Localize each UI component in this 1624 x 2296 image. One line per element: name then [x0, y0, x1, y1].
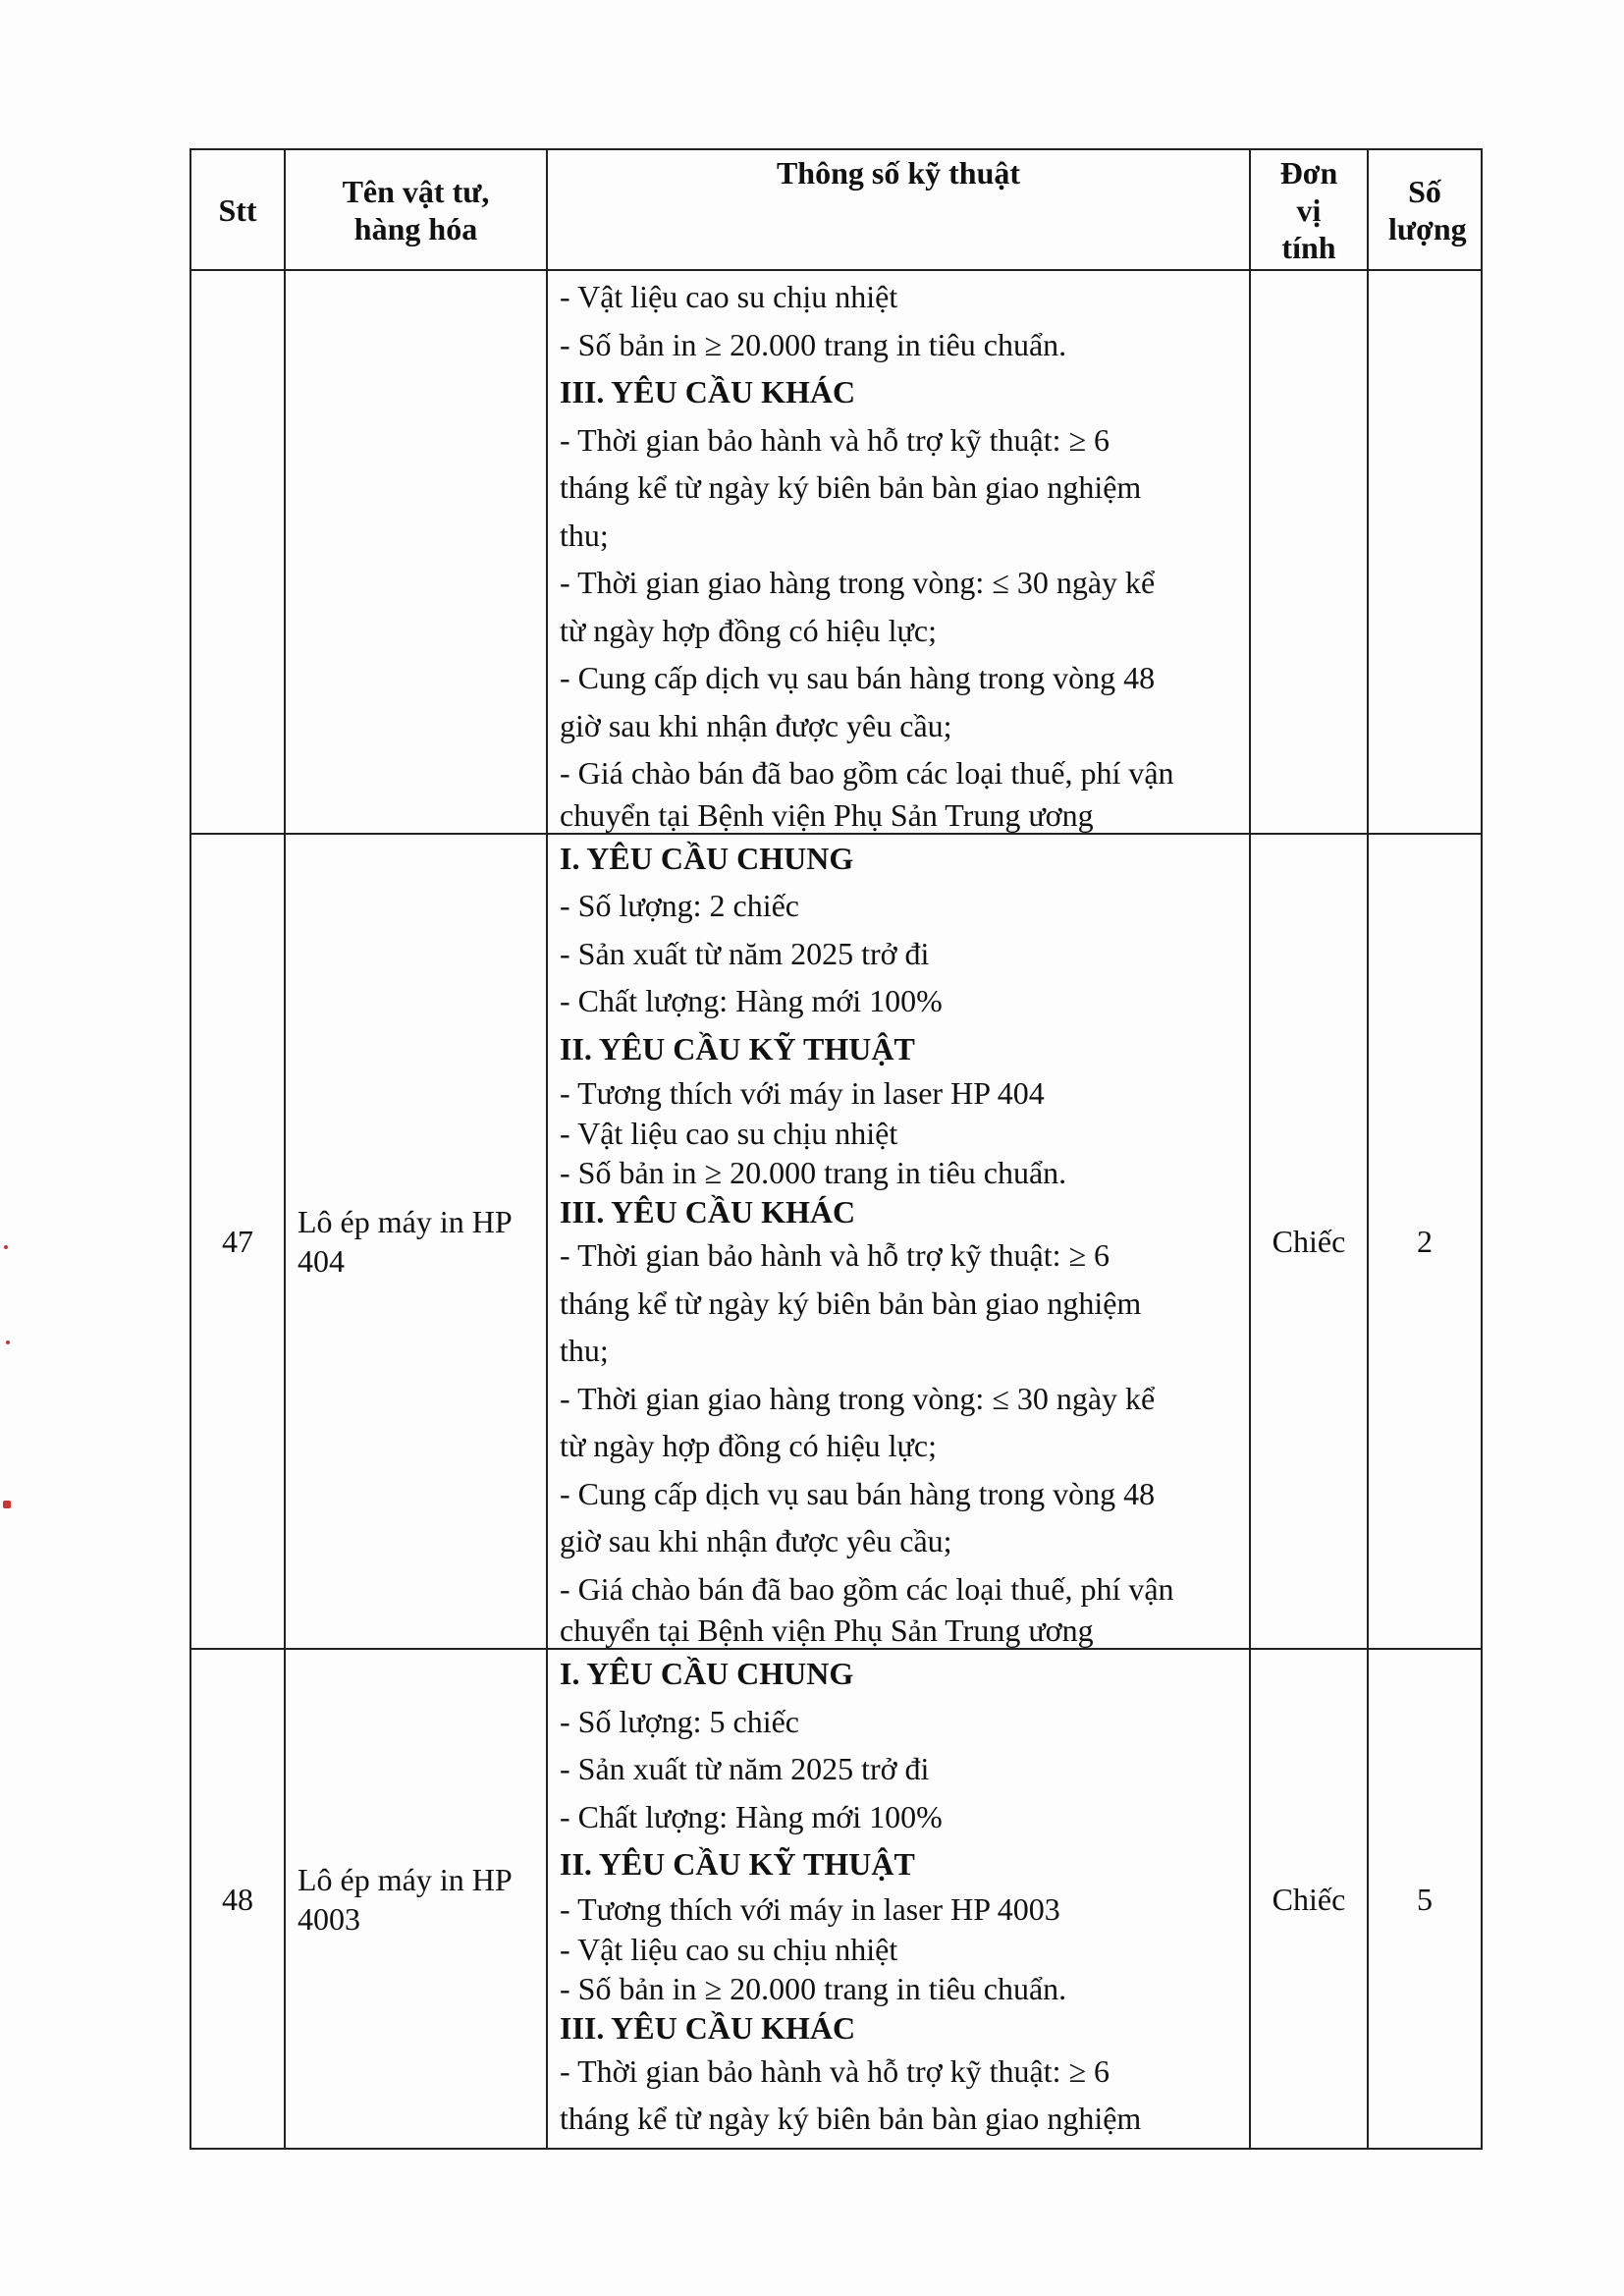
row47-specs-cell — [547, 834, 1250, 1650]
spec-line: từ ngày hợp đồng có hiệu lực; — [560, 612, 937, 648]
spec-line: - Giá chào bán đã bao gồm các loại thuế, phí vận — [560, 755, 1174, 791]
spec-line: - Sản xuất từ năm 2025 trở đi — [560, 1751, 930, 1786]
spec-line: tháng kể từ ngày ký biên bản bàn giao nghiệm — [560, 2101, 1142, 2136]
spec-line: giờ sau khi nhận được yêu cầu; — [560, 707, 952, 743]
spec-line: - Số bản in ≥ 20.000 trang in tiêu chuẩn. — [560, 1970, 1067, 2006]
row47-name: Lô ép máy in HP 404 — [285, 834, 547, 1650]
cont-stt-cell — [190, 270, 285, 834]
spec-line: - Thời gian giao hàng trong vòng: ≤ 30 ngày kể — [560, 1380, 1156, 1416]
spec-line: giờ sau khi nhận được yêu cầu; — [560, 1523, 952, 1558]
seal-mark-dot — [3, 1501, 11, 1508]
spec-line: - Số lượng: 5 chiếc — [560, 1703, 799, 1739]
table-row-continuation — [190, 270, 1482, 834]
spec-line: - Số bản in ≥ 20.000 trang in tiêu chuẩn. — [560, 326, 1067, 362]
spec-line: - Số lượng: 2 chiếc — [560, 888, 799, 923]
spec-line: - Chất lượng: Hàng mới 100% — [560, 1798, 943, 1834]
spec-line: - Giá chào bán đã bao gồm các loại thuế, phí vận — [560, 1570, 1174, 1607]
row47-unit: Chiếc — [1250, 834, 1368, 1650]
spec-section-heading: III. YÊU CẦU KHÁC — [560, 1194, 856, 1230]
spec-table — [189, 148, 1483, 2150]
table-row-48 — [190, 1649, 1482, 2149]
spec-section-heading: III. YÊU CẦU KHÁC — [560, 374, 856, 410]
spec-line: - Thời gian giao hàng trong vòng: ≤ 30 ngày kể — [560, 565, 1156, 600]
spec-line: - Số bản in ≥ 20.000 trang in tiêu chuẩn. — [560, 1155, 1067, 1190]
spec-section-heading: II. YÊU CẦU KỸ THUẬT — [560, 1846, 915, 1882]
cont-qty-cell — [1368, 270, 1482, 834]
cont-specs-cell — [547, 270, 1250, 834]
spec-section-heading: III. YÊU CẦU KHÁC — [560, 2009, 856, 2046]
spec-line: chuyển tại Bệnh viện Phụ Sản Trung ương — [560, 796, 1094, 833]
header-name: Tên vật tư, hàng hóa — [285, 149, 547, 270]
spec-line: - Tương thích với máy in laser HP 4003 — [560, 1890, 1060, 1927]
spec-line: - Cung cấp dịch vụ sau bán hàng trong vòng 48 — [560, 1475, 1156, 1511]
spec-line: tháng kể từ ngày ký biên bản bàn giao nghiệm — [560, 469, 1142, 505]
table-header-row — [190, 149, 1482, 270]
header-qty: Số lượng — [1368, 149, 1482, 270]
spec-line: tháng kể từ ngày ký biên bản bàn giao nghiệm — [560, 1285, 1142, 1321]
cont-unit-cell — [1250, 270, 1368, 834]
row47-stt: 47 — [190, 834, 285, 1650]
row48-qty: 5 — [1368, 1649, 1482, 2149]
spec-line: - Sản xuất từ năm 2025 trở đi — [560, 935, 930, 971]
spec-line: - Vật liệu cao su chịu nhiệt — [560, 1931, 898, 1967]
spec-line: - Thời gian bảo hành và hỗ trợ kỹ thuật: ≥ 6 — [560, 421, 1110, 458]
header-specs: Thông số kỹ thuật — [547, 149, 1250, 270]
spec-line: - Vật liệu cao su chịu nhiệt — [560, 279, 898, 314]
spec-line: chuyển tại Bệnh viện Phụ Sản Trung ương — [560, 1613, 1094, 1648]
seal-mark-dot — [6, 1340, 10, 1344]
spec-line: từ ngày hợp đồng có hiệu lực; — [560, 1428, 937, 1463]
spec-line: - Chất lượng: Hàng mới 100% — [560, 983, 943, 1018]
spec-line: - Thời gian bảo hành và hỗ trợ kỹ thuật: ≥ 6 — [560, 2052, 1110, 2089]
spec-line: - Thời gian bảo hành và hỗ trợ kỹ thuật: ≥ 6 — [560, 1237, 1110, 1273]
spec-line: - Vật liệu cao su chịu nhiệt — [560, 1116, 898, 1151]
row48-specs-cell — [547, 1649, 1250, 2149]
spec-section-heading: I. YÊU CẦU CHUNG — [560, 1656, 854, 1691]
spec-line: thu; — [560, 1333, 609, 1368]
spec-line: - Tương thích với máy in laser HP 404 — [560, 1075, 1045, 1111]
spec-line: - Cung cấp dịch vụ sau bán hàng trong vòng 48 — [560, 660, 1156, 695]
spec-section-heading: II. YÊU CẦU KỸ THUẬT — [560, 1030, 915, 1066]
spec-section-heading: I. YÊU CẦU CHUNG — [560, 840, 854, 876]
table-row-47 — [190, 834, 1482, 1650]
spec-line: thu; — [560, 517, 609, 553]
header-stt: Stt — [190, 149, 285, 270]
row48-name: Lô ép máy in HP 4003 — [285, 1649, 547, 2149]
row47-qty: 2 — [1368, 834, 1482, 1650]
cont-name-cell — [285, 270, 547, 834]
header-unit: Đơn vị tính — [1250, 149, 1368, 270]
row48-unit: Chiếc — [1250, 1649, 1368, 2149]
seal-mark-dot — [4, 1245, 8, 1249]
row48-stt: 48 — [190, 1649, 285, 2149]
